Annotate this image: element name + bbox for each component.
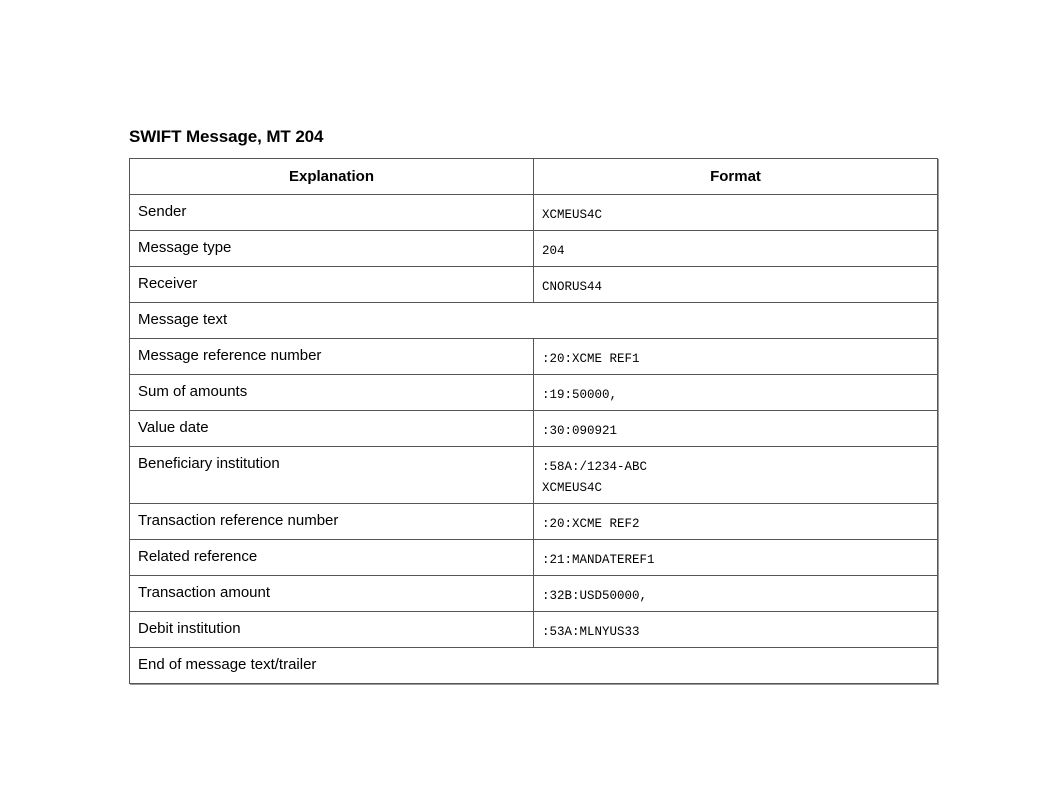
explanation-text: Transaction reference number bbox=[138, 512, 339, 529]
format-cell bbox=[534, 339, 938, 375]
explanation-text: Debit institution bbox=[138, 620, 241, 637]
section-text: Message text bbox=[138, 311, 228, 328]
format-text: :20:XCME REF2 bbox=[542, 517, 640, 531]
format-text: CNORUS44 bbox=[542, 280, 603, 294]
table-row-section bbox=[130, 648, 938, 684]
format-text: XCMEUS4C bbox=[542, 208, 603, 222]
format-cell bbox=[534, 504, 938, 540]
format-text-line-2: XCMEUS4C bbox=[542, 481, 603, 495]
explanation-cell bbox=[130, 576, 534, 612]
table-row bbox=[130, 576, 938, 612]
explanation-cell bbox=[130, 447, 534, 504]
format-cell bbox=[534, 411, 938, 447]
format-text: :21:MANDATEREF1 bbox=[542, 553, 655, 567]
explanation-cell bbox=[130, 267, 534, 303]
table-row bbox=[130, 411, 938, 447]
explanation-cell bbox=[130, 411, 534, 447]
table-row bbox=[130, 267, 938, 303]
table-row bbox=[130, 504, 938, 540]
format-cell bbox=[534, 576, 938, 612]
format-cell bbox=[534, 231, 938, 267]
explanation-text: Transaction amount bbox=[138, 584, 271, 601]
table-row bbox=[130, 540, 938, 576]
swift-message-table bbox=[129, 158, 938, 684]
format-cell bbox=[534, 540, 938, 576]
column-header-format: Format bbox=[534, 159, 938, 195]
page-title: SWIFT Message, MT 204 bbox=[129, 127, 324, 146]
format-text: :58A:/1234-ABC bbox=[542, 460, 648, 474]
format-cell bbox=[534, 267, 938, 303]
table-header-row bbox=[130, 159, 938, 195]
explanation-cell bbox=[130, 231, 534, 267]
column-header-explanation: Explanation bbox=[130, 159, 534, 195]
table-row-section bbox=[130, 303, 938, 339]
format-text: :32B:USD50000, bbox=[542, 589, 648, 603]
format-text: :20:XCME REF1 bbox=[542, 352, 640, 366]
format-cell bbox=[534, 612, 938, 648]
format-cell bbox=[534, 375, 938, 411]
explanation-text: Beneficiary institution bbox=[138, 455, 280, 472]
explanation-cell bbox=[130, 540, 534, 576]
explanation-text: Message reference number bbox=[138, 347, 322, 364]
format-text: :53A:MLNYUS33 bbox=[542, 625, 640, 639]
format-text: :19:50000, bbox=[542, 388, 618, 402]
explanation-cell bbox=[130, 612, 534, 648]
section-text: End of message text/trailer bbox=[138, 656, 317, 673]
table-row bbox=[130, 339, 938, 375]
table-row bbox=[130, 447, 938, 504]
explanation-cell bbox=[130, 375, 534, 411]
format-text: 204 bbox=[542, 244, 565, 258]
explanation-text: Sum of amounts bbox=[138, 383, 248, 400]
section-cell bbox=[130, 648, 938, 684]
explanation-text: Receiver bbox=[138, 275, 198, 292]
explanation-cell bbox=[130, 339, 534, 375]
explanation-cell bbox=[130, 195, 534, 231]
table-row bbox=[130, 231, 938, 267]
explanation-text: Related reference bbox=[138, 548, 258, 565]
format-cell bbox=[534, 447, 938, 504]
section-cell bbox=[130, 303, 938, 339]
explanation-cell bbox=[130, 504, 534, 540]
table-row bbox=[130, 612, 938, 648]
explanation-text: Sender bbox=[138, 203, 187, 220]
explanation-text: Value date bbox=[138, 419, 209, 436]
format-cell bbox=[534, 195, 938, 231]
explanation-text: Message type bbox=[138, 239, 232, 256]
format-text: :30:090921 bbox=[542, 424, 618, 438]
table-row bbox=[130, 375, 938, 411]
table-row bbox=[130, 195, 938, 231]
